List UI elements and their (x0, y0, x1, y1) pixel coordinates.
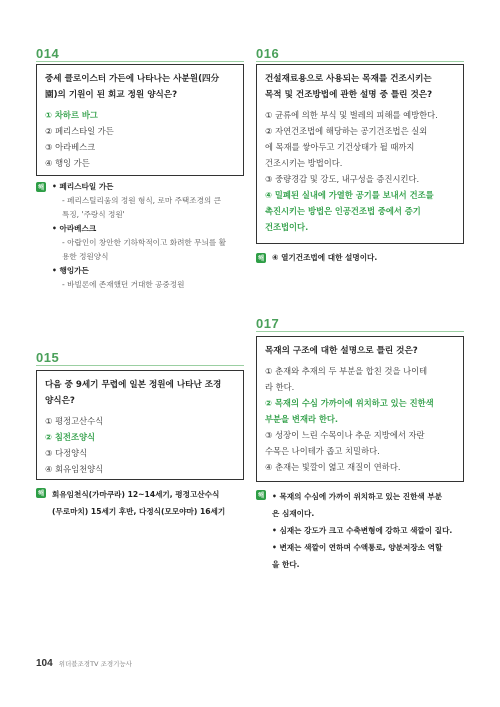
explanation-text: 회유임천식(가마쿠라) 12~14세기, 평정고산수식 (무로마치) 15세기 후반, 다정식(모모야마) 16세기 (52, 490, 226, 516)
option-4: ④ 춘재는 빛깔이 엷고 재질이 연하다. (265, 462, 401, 472)
question-box-014 (36, 64, 244, 176)
explanation-015 (36, 486, 248, 520)
question-number-017: 017 (256, 316, 280, 331)
question-number-014: 014 (36, 46, 60, 61)
question-box-015 (36, 370, 244, 480)
question-box-016 (256, 64, 464, 244)
page-footer (36, 658, 132, 669)
explanation-detail: - 바빌론에 존재했던 거대한 공중정원 (62, 280, 185, 289)
explanation-badge-icon: 해 (257, 491, 265, 499)
option-2: ② 자연건조법에 해당하는 공기건조법은 실외 에 목재를 쌓아두고 기건상태가 될 때까지 건조시키는 방법이다. (265, 126, 428, 168)
option-1: ① 균류에 의한 부식 및 벌레의 피해를 예방한다. (265, 110, 438, 120)
explanation-title: • 행잉가든 (52, 266, 89, 275)
question-number-016: 016 (256, 46, 280, 61)
question-rule (256, 331, 464, 332)
option-2: ② 목재의 수심 가까이에 위치하고 있는 진한색 부분을 변재라 한다. (265, 398, 434, 424)
question-rule (256, 61, 464, 62)
explanation-detail: - 아랍인이 창안한 기하학적이고 화려한 무늬를 활 용한 정원양식 (62, 238, 226, 261)
book-title: 위더블조경TV 조경기능사 (58, 660, 132, 668)
question-text: 목재의 구조에 대한 설명으로 틀린 것은? (265, 346, 418, 356)
explanation-text: ④ 열기건조법에 대한 설명이다. (272, 253, 378, 262)
option-4: ④ 행잉 가든 (45, 158, 90, 168)
explanation-line: • 목재의 수심에 가까이 위치하고 있는 진한색 부분 은 심재이다. (272, 492, 443, 518)
explanation-line: • 변재는 색깔이 연하며 수액통로, 양분저장소 역할 을 한다. (272, 543, 443, 569)
question-rule (36, 365, 244, 366)
explanation-014 (36, 180, 246, 292)
option-3: ③ 아라베스크 (45, 142, 96, 152)
explanation-line: • 심재는 강도가 크고 수축변형에 강하고 색깔이 짙다. (272, 526, 453, 535)
explanation-badge-icon: 해 (37, 489, 45, 497)
option-2: ② 침전조양식 (45, 432, 95, 442)
page-number: 104 (36, 658, 53, 669)
explanation-badge-icon: 해 (257, 254, 265, 262)
option-1: ① 춘재와 추재의 두 부분을 합친 것을 나이테 라 한다. (265, 366, 428, 392)
option-2: ② 페리스타일 가든 (45, 126, 114, 136)
explanation-title: • 아라베스크 (52, 224, 97, 233)
explanation-detail: - 페리스틸리움의 정원 형식, 로마 주택조경의 큰 특징, '주랑식 정원' (62, 196, 222, 219)
option-3: ③ 다정양식 (45, 448, 88, 458)
explanation-badge-icon: 해 (37, 183, 45, 191)
explanation-title: • 페리스타일 가든 (52, 182, 114, 191)
option-4: ④ 회유임천양식 (45, 464, 104, 474)
question-rule (36, 61, 244, 62)
question-box-017 (256, 336, 464, 482)
question-text: 건설재료용으로 사용되는 목재를 건조시키는 목적 및 건조방법에 관한 설명 중 틀린 것은? (265, 74, 433, 100)
option-3: ③ 중량경감 및 강도, 내구성을 증진시킨다. (265, 174, 420, 184)
option-1: ① 차하르 바그 (45, 110, 98, 120)
question-number-015: 015 (36, 350, 60, 365)
option-3: ③ 성장이 느린 수목이나 추운 지방에서 자란 수목은 나이테가 좁고 치밀하다. (265, 430, 425, 456)
question-text: 중세 클로이스터 가든에 나타나는 사분원(四分 園)의 기원이 된 회교 정원 양식은? (45, 74, 220, 100)
option-1: ① 평정고산수식 (45, 416, 104, 426)
question-text: 다음 중 9세기 무렵에 일본 정원에 나타난 조경 양식은? (45, 380, 222, 406)
option-4: ④ 밀폐된 실내에 가열한 공기를 보내서 건조를 촉진시키는 방법은 인공건조법 중에서 증기 건조법이다. (265, 190, 434, 232)
explanation-017 (256, 488, 470, 573)
explanation-016 (256, 251, 466, 265)
